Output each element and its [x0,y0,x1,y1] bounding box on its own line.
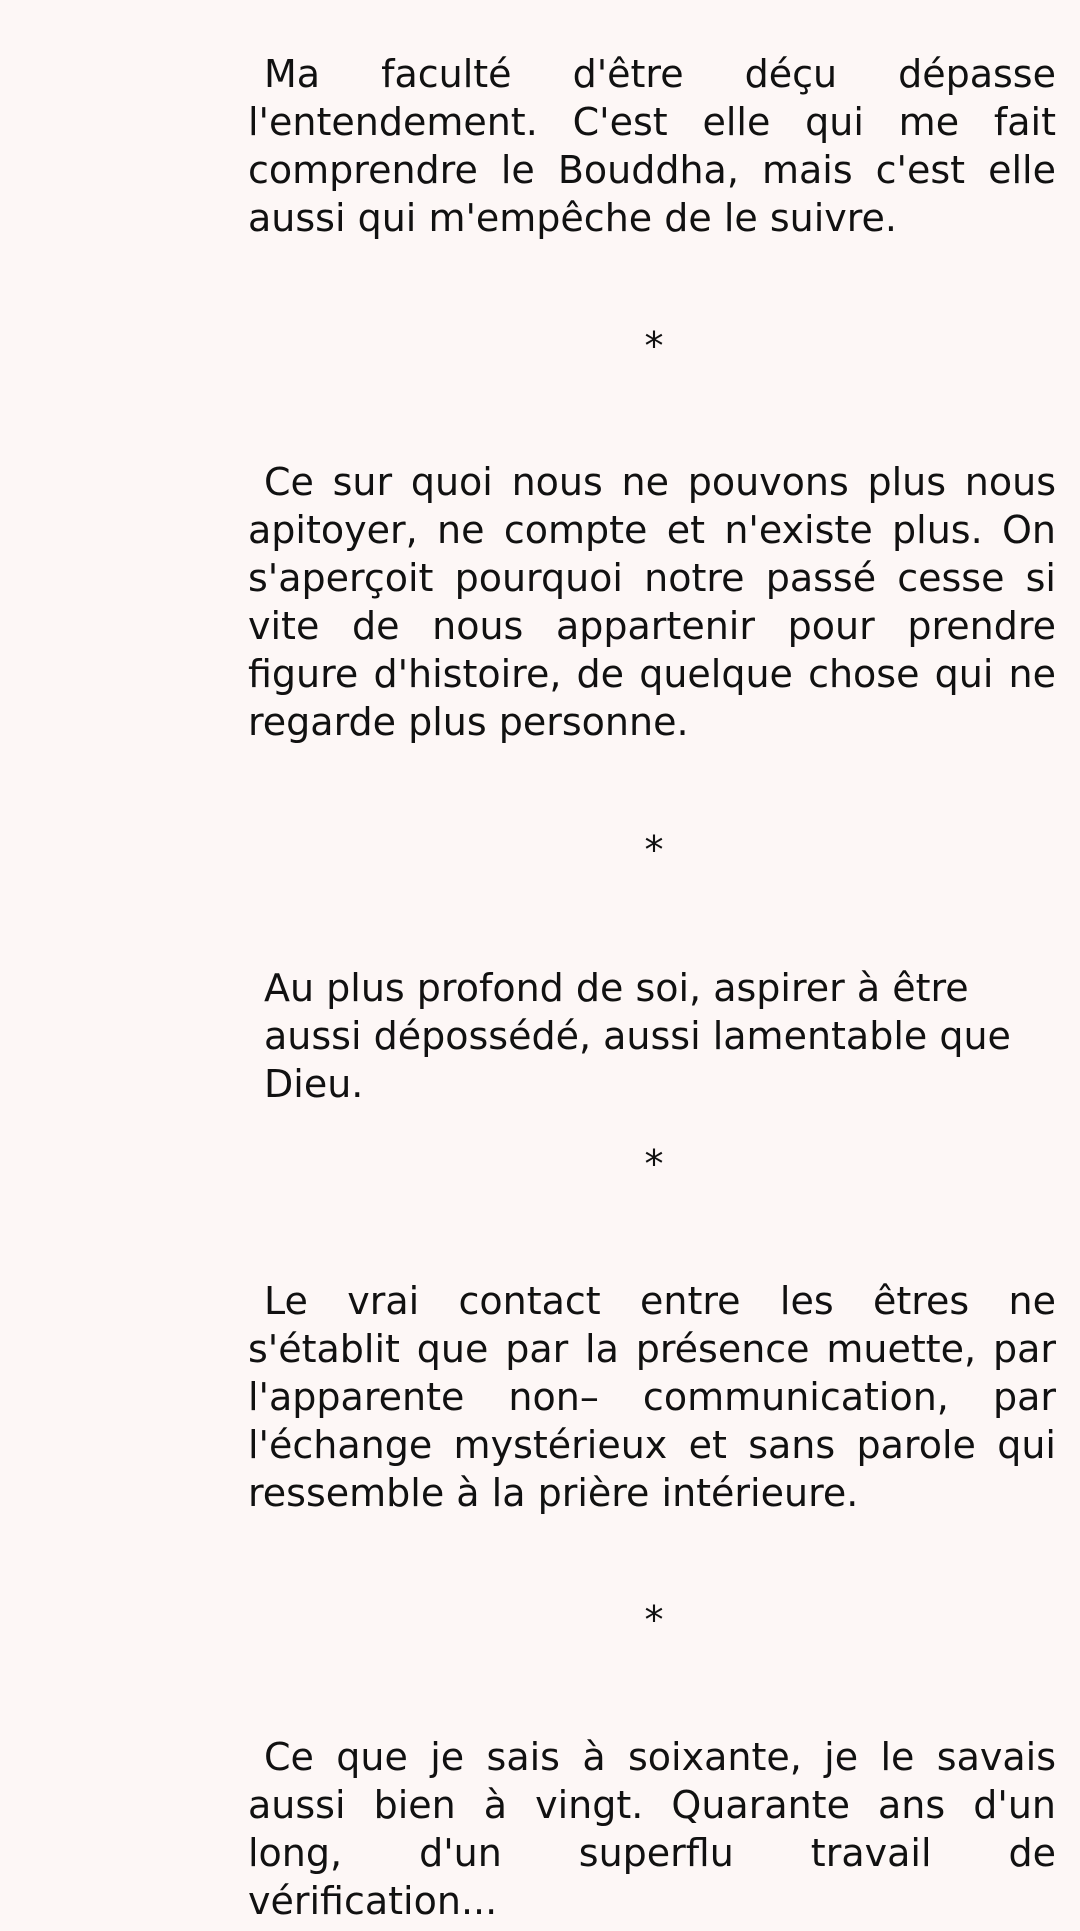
section-separator-4: * [644,1598,664,1642]
section-separator-1: * [644,324,664,368]
section-separator-3: * [644,1142,664,1186]
aphorism-paragraph-4: Le vrai contact entre les êtres ne s'établit que par la présence muette, par l'apparente non– communication, par l'échange mystérieux et sans parole qui ressemble à la prière intérieure. [248,1279,1056,1515]
aphorism-paragraph-1: Ma faculté d'être déçu dépasse l'entendement. C'est elle qui me fait comprendre le Bouddha, mais c'est elle aussi qui m'empêche de le suivre. [248,52,1056,240]
section-separator-2: * [644,828,664,872]
aphorism-paragraph-2: Ce sur quoi nous ne pouvons plus nous apitoyer, ne compte et n'existe plus. On s'aperçoit pourquoi notre passé cesse si vite de nous appartenir pour prendre figure d'histoire, de quelque chose qui ne regarde plus personne. [248,460,1056,744]
aphorism-paragraph-3: Au plus profond de soi, aspirer à être aussi dépossédé, aussi lamentable que Dieu. [264,966,1011,1106]
aphorism-paragraph-5: Ce que je sais à soixante, je le savais aussi bien à vingt. Quarante ans d'un long, d'un superflu travail de vérification... [248,1735,1056,1923]
